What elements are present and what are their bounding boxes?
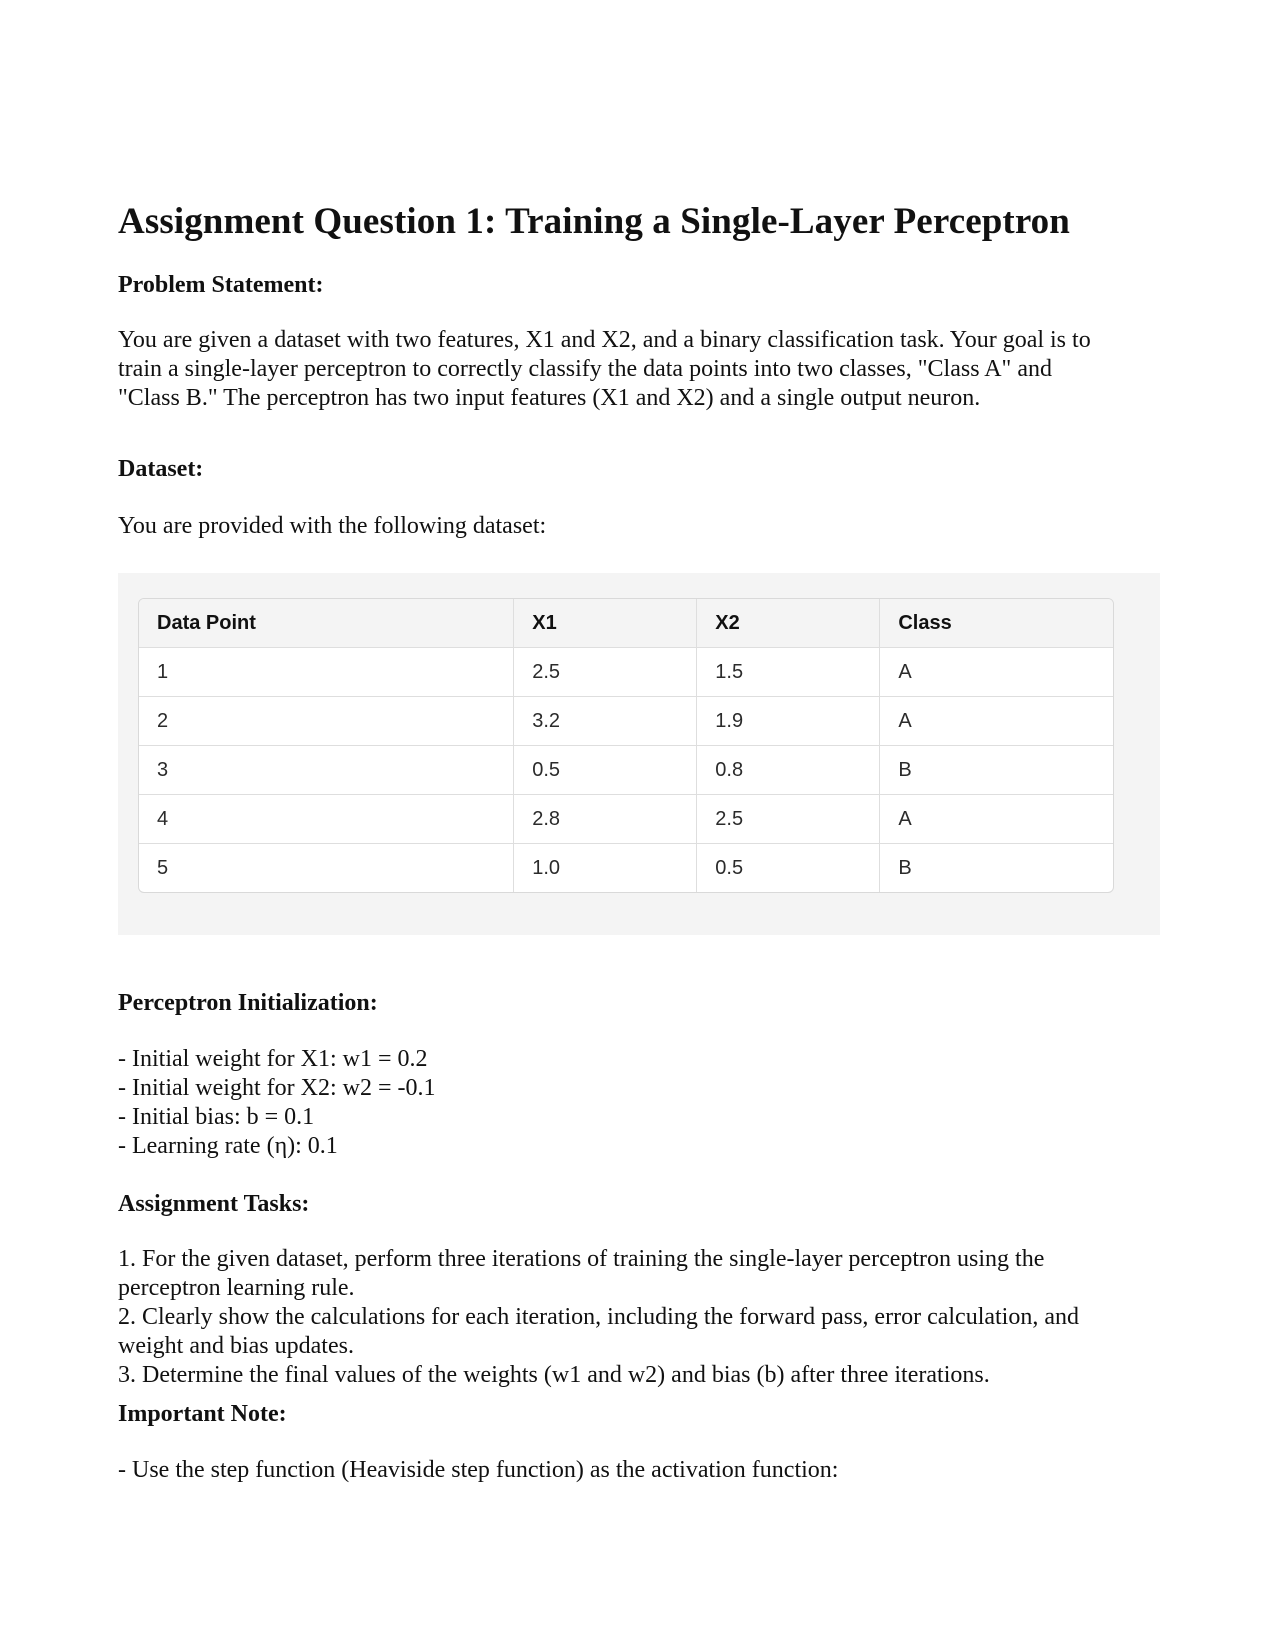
cell-data-point: 2	[139, 697, 514, 746]
cell-data-point: 3	[139, 746, 514, 795]
cell-class: B	[898, 856, 912, 879]
cell-data-point: 1	[139, 648, 514, 697]
task-line: 1. For the given dataset, perform three iterations of training the single-layer perceptron using the	[118, 1246, 1045, 1272]
initialization-item: - Initial bias: b = 0.1	[118, 1104, 315, 1130]
cell-x2: 1.5	[697, 648, 880, 697]
task-line: 3. Determine the final values of the weights (w1 and w2) and bias (b) after three iterations.	[118, 1362, 990, 1388]
problem-statement-line: train a single-layer perceptron to correctly classify the data points into two classes, "Class A" and	[118, 356, 1052, 382]
table-row	[139, 648, 1113, 697]
cell-data-point: 5	[139, 844, 514, 892]
initialization-item: - Learning rate (η): 0.1	[118, 1133, 338, 1159]
header-class: Class	[880, 599, 1113, 648]
problem-statement-heading: Problem Statement:	[118, 272, 324, 298]
cell-x2: 1.9	[697, 697, 880, 746]
task-line: perceptron learning rule.	[118, 1275, 355, 1301]
cell-x2: 0.8	[697, 746, 880, 795]
task-line: weight and bias updates.	[118, 1333, 354, 1359]
problem-statement-line: You are given a dataset with two features, X1 and X2, and a binary classification task. Your goal is to	[118, 327, 1091, 353]
initialization-list	[118, 1045, 435, 1161]
dataset-intro: You are provided with the following dataset:	[118, 513, 547, 539]
cell-class: A	[880, 697, 1113, 746]
cell-x2: 2.5	[697, 795, 880, 844]
cell-class: A	[880, 648, 1113, 697]
tasks-list	[118, 1245, 1079, 1390]
cell-x1: 3.2	[514, 697, 697, 746]
cell-x1: 0.5	[514, 746, 697, 795]
task-line: 2. Clearly show the calculations for each iteration, including the forward pass, error calculation, and	[118, 1304, 1079, 1330]
dataset-heading: Dataset:	[118, 456, 204, 482]
cell-x1: 2.5	[514, 648, 697, 697]
initialization-heading: Perceptron Initialization:	[118, 990, 378, 1016]
table-row	[139, 795, 1113, 844]
initialization-item: - Initial weight for X2: w2 = -0.1	[118, 1075, 436, 1101]
header-x2: X2	[697, 599, 880, 648]
cell-class: A	[880, 795, 1113, 844]
cell-x2: 0.5	[697, 844, 880, 892]
table-header-row	[139, 599, 1113, 648]
initialization-item: - Initial weight for X1: w1 = 0.2	[118, 1046, 428, 1072]
header-data-point: Data Point	[139, 599, 514, 648]
important-note-heading: Important Note:	[118, 1401, 287, 1427]
cell-class: B	[880, 746, 1113, 795]
table-row	[139, 844, 1113, 892]
important-note-text	[118, 1456, 838, 1485]
problem-statement-text	[118, 326, 1091, 413]
dataset-table	[138, 598, 1114, 893]
header-x1: X1	[514, 599, 697, 648]
page-title: Assignment Question 1: Training a Single-Layer Perceptron	[118, 201, 1070, 242]
table-row	[139, 697, 1113, 746]
cell-x1: 1.0	[514, 844, 697, 892]
dataset-table-panel	[118, 573, 1160, 935]
problem-statement-line: "Class B." The perceptron has two input features (X1 and X2) and a single output neuron.	[118, 385, 981, 411]
cell-x1: 2.8	[514, 795, 697, 844]
table-row	[139, 746, 1113, 795]
cell-data-point: 4	[139, 795, 514, 844]
tasks-heading: Assignment Tasks:	[118, 1191, 310, 1217]
note-line: - Use the step function (Heaviside step function) as the activation function:	[118, 1457, 839, 1483]
